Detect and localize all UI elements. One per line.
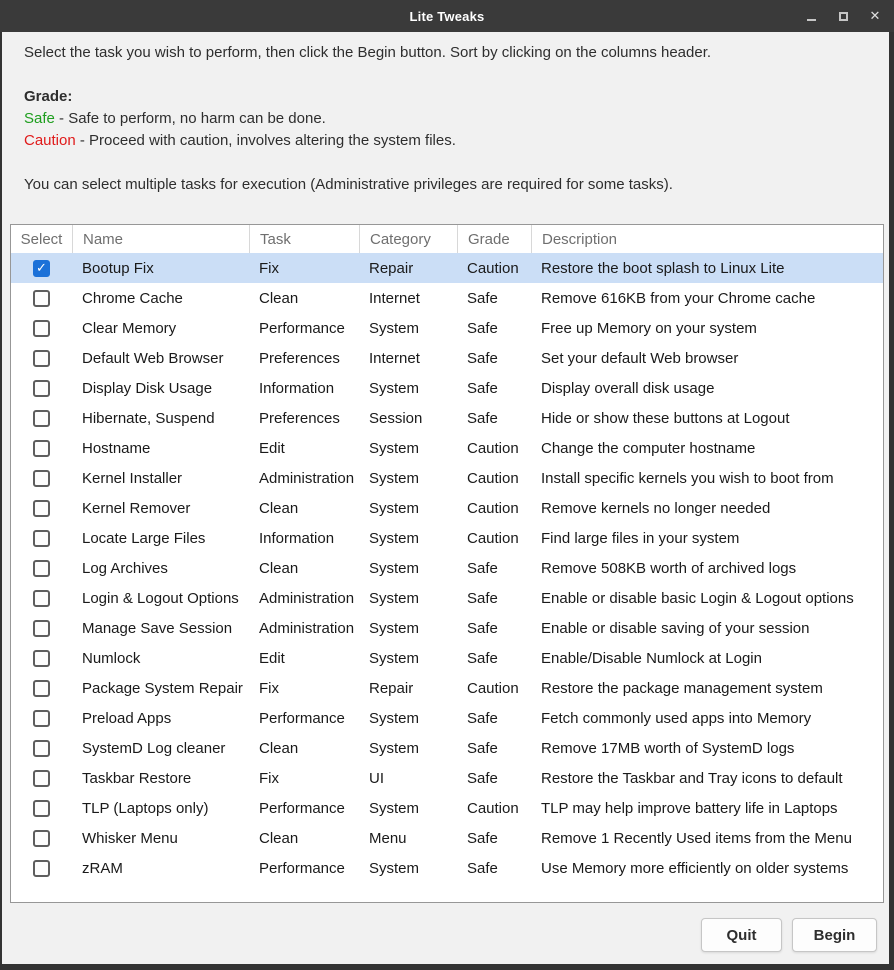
close-button[interactable]	[864, 4, 886, 28]
category-cell: Internet	[369, 289, 420, 307]
name-cell: SystemD Log cleaner	[82, 739, 226, 757]
select-cell[interactable]	[11, 403, 72, 433]
task-cell: Performance	[259, 709, 345, 727]
category-cell: System	[369, 619, 420, 637]
description-cell: Restore the Taskbar and Tray icons to default	[541, 769, 843, 787]
tasks-table	[10, 224, 884, 903]
table-row[interactable]	[11, 283, 883, 313]
table-row[interactable]	[11, 343, 883, 373]
select-cell[interactable]	[11, 283, 72, 313]
table-row[interactable]	[11, 463, 883, 493]
row-checkbox[interactable]	[33, 620, 50, 637]
name-cell: Default Web Browser	[82, 349, 224, 367]
name-cell: Kernel Remover	[82, 499, 191, 517]
row-checkbox[interactable]	[33, 260, 50, 277]
name-cell: Clear Memory	[82, 319, 177, 337]
task-cell: Edit	[259, 439, 285, 457]
row-checkbox[interactable]	[33, 860, 50, 877]
titlebar[interactable]	[0, 0, 894, 32]
task-cell: Preferences	[259, 349, 340, 367]
category-cell: UI	[369, 769, 384, 787]
row-checkbox[interactable]	[33, 740, 50, 757]
description-cell: Enable/Disable Numlock at Login	[541, 649, 762, 667]
grade-cell: Caution	[467, 499, 519, 517]
row-checkbox[interactable]	[33, 710, 50, 727]
maximize-button[interactable]	[832, 4, 854, 28]
column-header-select[interactable]: Select	[20, 230, 63, 248]
description-cell: Free up Memory on your system	[541, 319, 757, 337]
table-row[interactable]	[11, 613, 883, 643]
window-controls	[800, 0, 886, 32]
category-cell: System	[369, 529, 420, 547]
description-cell: Hide or show these buttons at Logout	[541, 409, 790, 427]
caution-description: - Proceed with caution, involves altering the system files.	[75, 132, 456, 149]
category-cell: System	[369, 589, 420, 607]
table-row[interactable]	[11, 403, 883, 433]
description-cell: Use Memory more efficiently on older systems	[541, 859, 849, 877]
task-cell: Clean	[259, 289, 299, 307]
table-row[interactable]	[11, 373, 883, 403]
footer-bar	[2, 902, 889, 964]
task-cell: Information	[259, 379, 335, 397]
table-header	[11, 225, 883, 253]
row-checkbox[interactable]	[33, 680, 50, 697]
grade-cell: Safe	[467, 409, 498, 427]
grade-cell: Caution	[467, 529, 519, 547]
name-cell: Manage Save Session	[82, 619, 233, 637]
task-cell: Edit	[259, 649, 285, 667]
row-checkbox[interactable]	[33, 530, 50, 547]
grade-label: Grade	[24, 88, 68, 105]
select-cell[interactable]	[11, 823, 72, 853]
row-checkbox[interactable]	[33, 470, 50, 487]
select-cell[interactable]	[11, 643, 72, 673]
grade-cell: Safe	[467, 619, 498, 637]
name-cell: Locate Large Files	[82, 529, 206, 547]
task-cell: Clean	[259, 559, 299, 577]
description-cell: Restore the boot splash to Linux Lite	[541, 259, 785, 277]
category-cell: System	[369, 379, 420, 397]
task-cell: Performance	[259, 319, 345, 337]
grade-cell: Safe	[467, 769, 498, 787]
description-cell: Set your default Web browser	[541, 349, 739, 367]
row-checkbox[interactable]	[33, 830, 50, 847]
grade-cell: Safe	[467, 709, 498, 727]
select-cell[interactable]	[11, 853, 72, 883]
window-title: Lite Tweaks	[409, 8, 485, 24]
grade-cell: Safe	[467, 859, 498, 877]
table-row[interactable]	[11, 433, 883, 463]
category-cell: System	[369, 319, 420, 337]
name-cell: Preload Apps	[82, 709, 172, 727]
grade-cell: Safe	[467, 739, 498, 757]
intro-line-1: Select the task you wish to perform, then click the Begin button. Sort by clicking on the columns header.	[24, 44, 712, 61]
table-row[interactable]	[11, 493, 883, 523]
table-row[interactable]	[11, 553, 883, 583]
task-cell: Fix	[259, 769, 279, 787]
grade-cell: Safe	[467, 319, 498, 337]
task-cell: Fix	[259, 259, 279, 277]
category-cell: System	[369, 649, 420, 667]
name-cell: Taskbar Restore	[82, 769, 192, 787]
category-cell: System	[369, 799, 420, 817]
task-cell: Performance	[259, 799, 345, 817]
category-cell: Session	[369, 409, 423, 427]
grade-cell: Safe	[467, 289, 498, 307]
name-cell: Chrome Cache	[82, 289, 183, 307]
table-row[interactable]	[11, 823, 883, 853]
description-cell: Install specific kernels you wish to boot from	[541, 469, 834, 487]
name-cell: Package System Repair	[82, 679, 243, 697]
description-cell: Change the computer hostname	[541, 439, 756, 457]
table-row[interactable]	[11, 583, 883, 613]
task-cell: Administration	[259, 469, 355, 487]
column-header-category[interactable]: Category	[359, 225, 457, 253]
task-cell: Fix	[259, 679, 279, 697]
select-cell[interactable]	[11, 253, 72, 283]
grade-cell: Safe	[467, 649, 498, 667]
description-cell: TLP may help improve battery life in Laptops	[541, 799, 838, 817]
grade-cell: Safe	[467, 349, 498, 367]
table-body	[11, 253, 883, 883]
row-checkbox[interactable]	[33, 380, 50, 397]
table-row[interactable]	[11, 763, 883, 793]
category-cell: Repair	[369, 259, 414, 277]
select-cell[interactable]	[11, 583, 72, 613]
maximize-icon	[839, 12, 848, 21]
grade-cell: Safe	[467, 559, 498, 577]
caution-legend	[24, 132, 456, 149]
row-checkbox[interactable]	[33, 320, 50, 337]
select-cell[interactable]	[11, 373, 72, 403]
row-checkbox[interactable]	[33, 590, 50, 607]
task-cell: Information	[259, 529, 335, 547]
select-cell[interactable]	[11, 523, 72, 553]
grade-cell: Caution	[467, 259, 519, 277]
select-cell[interactable]	[11, 553, 72, 583]
minimize-icon	[807, 19, 816, 21]
name-cell: Display Disk Usage	[82, 379, 213, 397]
grade-colon: :	[67, 88, 73, 105]
column-header-task[interactable]: Task	[249, 225, 359, 253]
quit-button[interactable]: Quit	[701, 918, 782, 952]
table-row[interactable]	[11, 793, 883, 823]
column-header-grade[interactable]: Grade	[457, 225, 531, 253]
category-cell: Menu	[369, 829, 407, 847]
task-cell: Administration	[259, 619, 355, 637]
category-cell: System	[369, 439, 420, 457]
close-icon: ✕	[869, 8, 881, 24]
select-cell[interactable]	[11, 763, 72, 793]
grade-heading	[24, 88, 72, 105]
description-cell: Remove 508KB worth of archived logs	[541, 559, 797, 577]
grade-cell: Caution	[467, 799, 519, 817]
minimize-button[interactable]	[800, 4, 822, 28]
description-cell: Display overall disk usage	[541, 379, 715, 397]
description-cell: Remove 17MB worth of SystemD logs	[541, 739, 795, 757]
category-cell: System	[369, 499, 420, 517]
select-cell[interactable]	[11, 613, 72, 643]
name-cell: Numlock	[82, 649, 141, 667]
name-cell: Login & Logout Options	[82, 589, 239, 607]
window-content	[2, 32, 889, 964]
grade-cell: Caution	[467, 439, 519, 457]
select-cell[interactable]	[11, 793, 72, 823]
description-cell: Remove 616KB from your Chrome cache	[541, 289, 816, 307]
grade-cell: Safe	[467, 589, 498, 607]
description-cell: Enable or disable basic Login & Logout options	[541, 589, 854, 607]
row-checkbox[interactable]	[33, 800, 50, 817]
description-cell: Find large files in your system	[541, 529, 740, 547]
name-cell: Kernel Installer	[82, 469, 183, 487]
intro-line-2: You can select multiple tasks for execution (Administrative privileges are required for some tasks).	[24, 176, 673, 193]
column-header-description[interactable]: Description	[531, 225, 883, 253]
safe-description: - Safe to perform, no harm can be done.	[54, 110, 326, 127]
table-row[interactable]	[11, 253, 883, 283]
table-row[interactable]	[11, 853, 883, 883]
select-cell[interactable]	[11, 313, 72, 343]
grade-cell: Caution	[467, 679, 519, 697]
select-cell[interactable]	[11, 463, 72, 493]
category-cell: System	[369, 709, 420, 727]
grade-cell: Safe	[467, 379, 498, 397]
description-cell: Remove 1 Recently Used items from the Menu	[541, 829, 852, 847]
description-cell: Remove kernels no longer needed	[541, 499, 771, 517]
category-cell: Repair	[369, 679, 414, 697]
name-cell: Log Archives	[82, 559, 168, 577]
name-cell: Hostname	[82, 439, 151, 457]
name-cell: Bootup Fix	[82, 259, 154, 277]
row-checkbox[interactable]	[33, 500, 50, 517]
task-cell: Preferences	[259, 409, 340, 427]
table-row[interactable]	[11, 673, 883, 703]
begin-button[interactable]: Begin	[792, 918, 877, 952]
task-cell: Administration	[259, 589, 355, 607]
row-checkbox[interactable]	[33, 560, 50, 577]
select-cell[interactable]	[11, 433, 72, 463]
safe-legend	[24, 110, 326, 127]
select-cell[interactable]	[11, 493, 72, 523]
name-cell: TLP (Laptops only)	[82, 799, 209, 817]
table-row[interactable]	[11, 643, 883, 673]
table-row[interactable]	[11, 703, 883, 733]
row-checkbox[interactable]	[33, 410, 50, 427]
row-checkbox[interactable]	[33, 770, 50, 787]
table-row[interactable]	[11, 733, 883, 763]
grade-cell: Safe	[467, 829, 498, 847]
select-cell[interactable]	[11, 673, 72, 703]
task-cell: Clean	[259, 739, 299, 757]
select-cell[interactable]	[11, 703, 72, 733]
task-cell: Clean	[259, 499, 299, 517]
name-cell: Whisker Menu	[82, 829, 178, 847]
name-cell: zRAM	[82, 859, 123, 877]
table-row[interactable]	[11, 313, 883, 343]
column-header-name[interactable]: Name	[72, 225, 249, 253]
row-checkbox[interactable]	[33, 650, 50, 667]
select-cell[interactable]	[11, 733, 72, 763]
description-cell: Enable or disable saving of your session	[541, 619, 810, 637]
table-row[interactable]	[11, 523, 883, 553]
description-cell: Restore the package management system	[541, 679, 823, 697]
category-cell: System	[369, 559, 420, 577]
name-cell: Hibernate, Suspend	[82, 409, 215, 427]
row-checkbox[interactable]	[33, 440, 50, 457]
category-cell: Internet	[369, 349, 420, 367]
category-cell: System	[369, 859, 420, 877]
caution-term: Caution	[24, 132, 76, 149]
grade-cell: Caution	[467, 469, 519, 487]
task-cell: Performance	[259, 859, 345, 877]
row-checkbox[interactable]	[33, 290, 50, 307]
safe-term: Safe	[24, 110, 55, 127]
select-cell[interactable]	[11, 343, 72, 373]
description-cell: Fetch commonly used apps into Memory	[541, 709, 812, 727]
category-cell: System	[369, 739, 420, 757]
task-cell: Clean	[259, 829, 299, 847]
row-checkbox[interactable]	[33, 350, 50, 367]
category-cell: System	[369, 469, 420, 487]
